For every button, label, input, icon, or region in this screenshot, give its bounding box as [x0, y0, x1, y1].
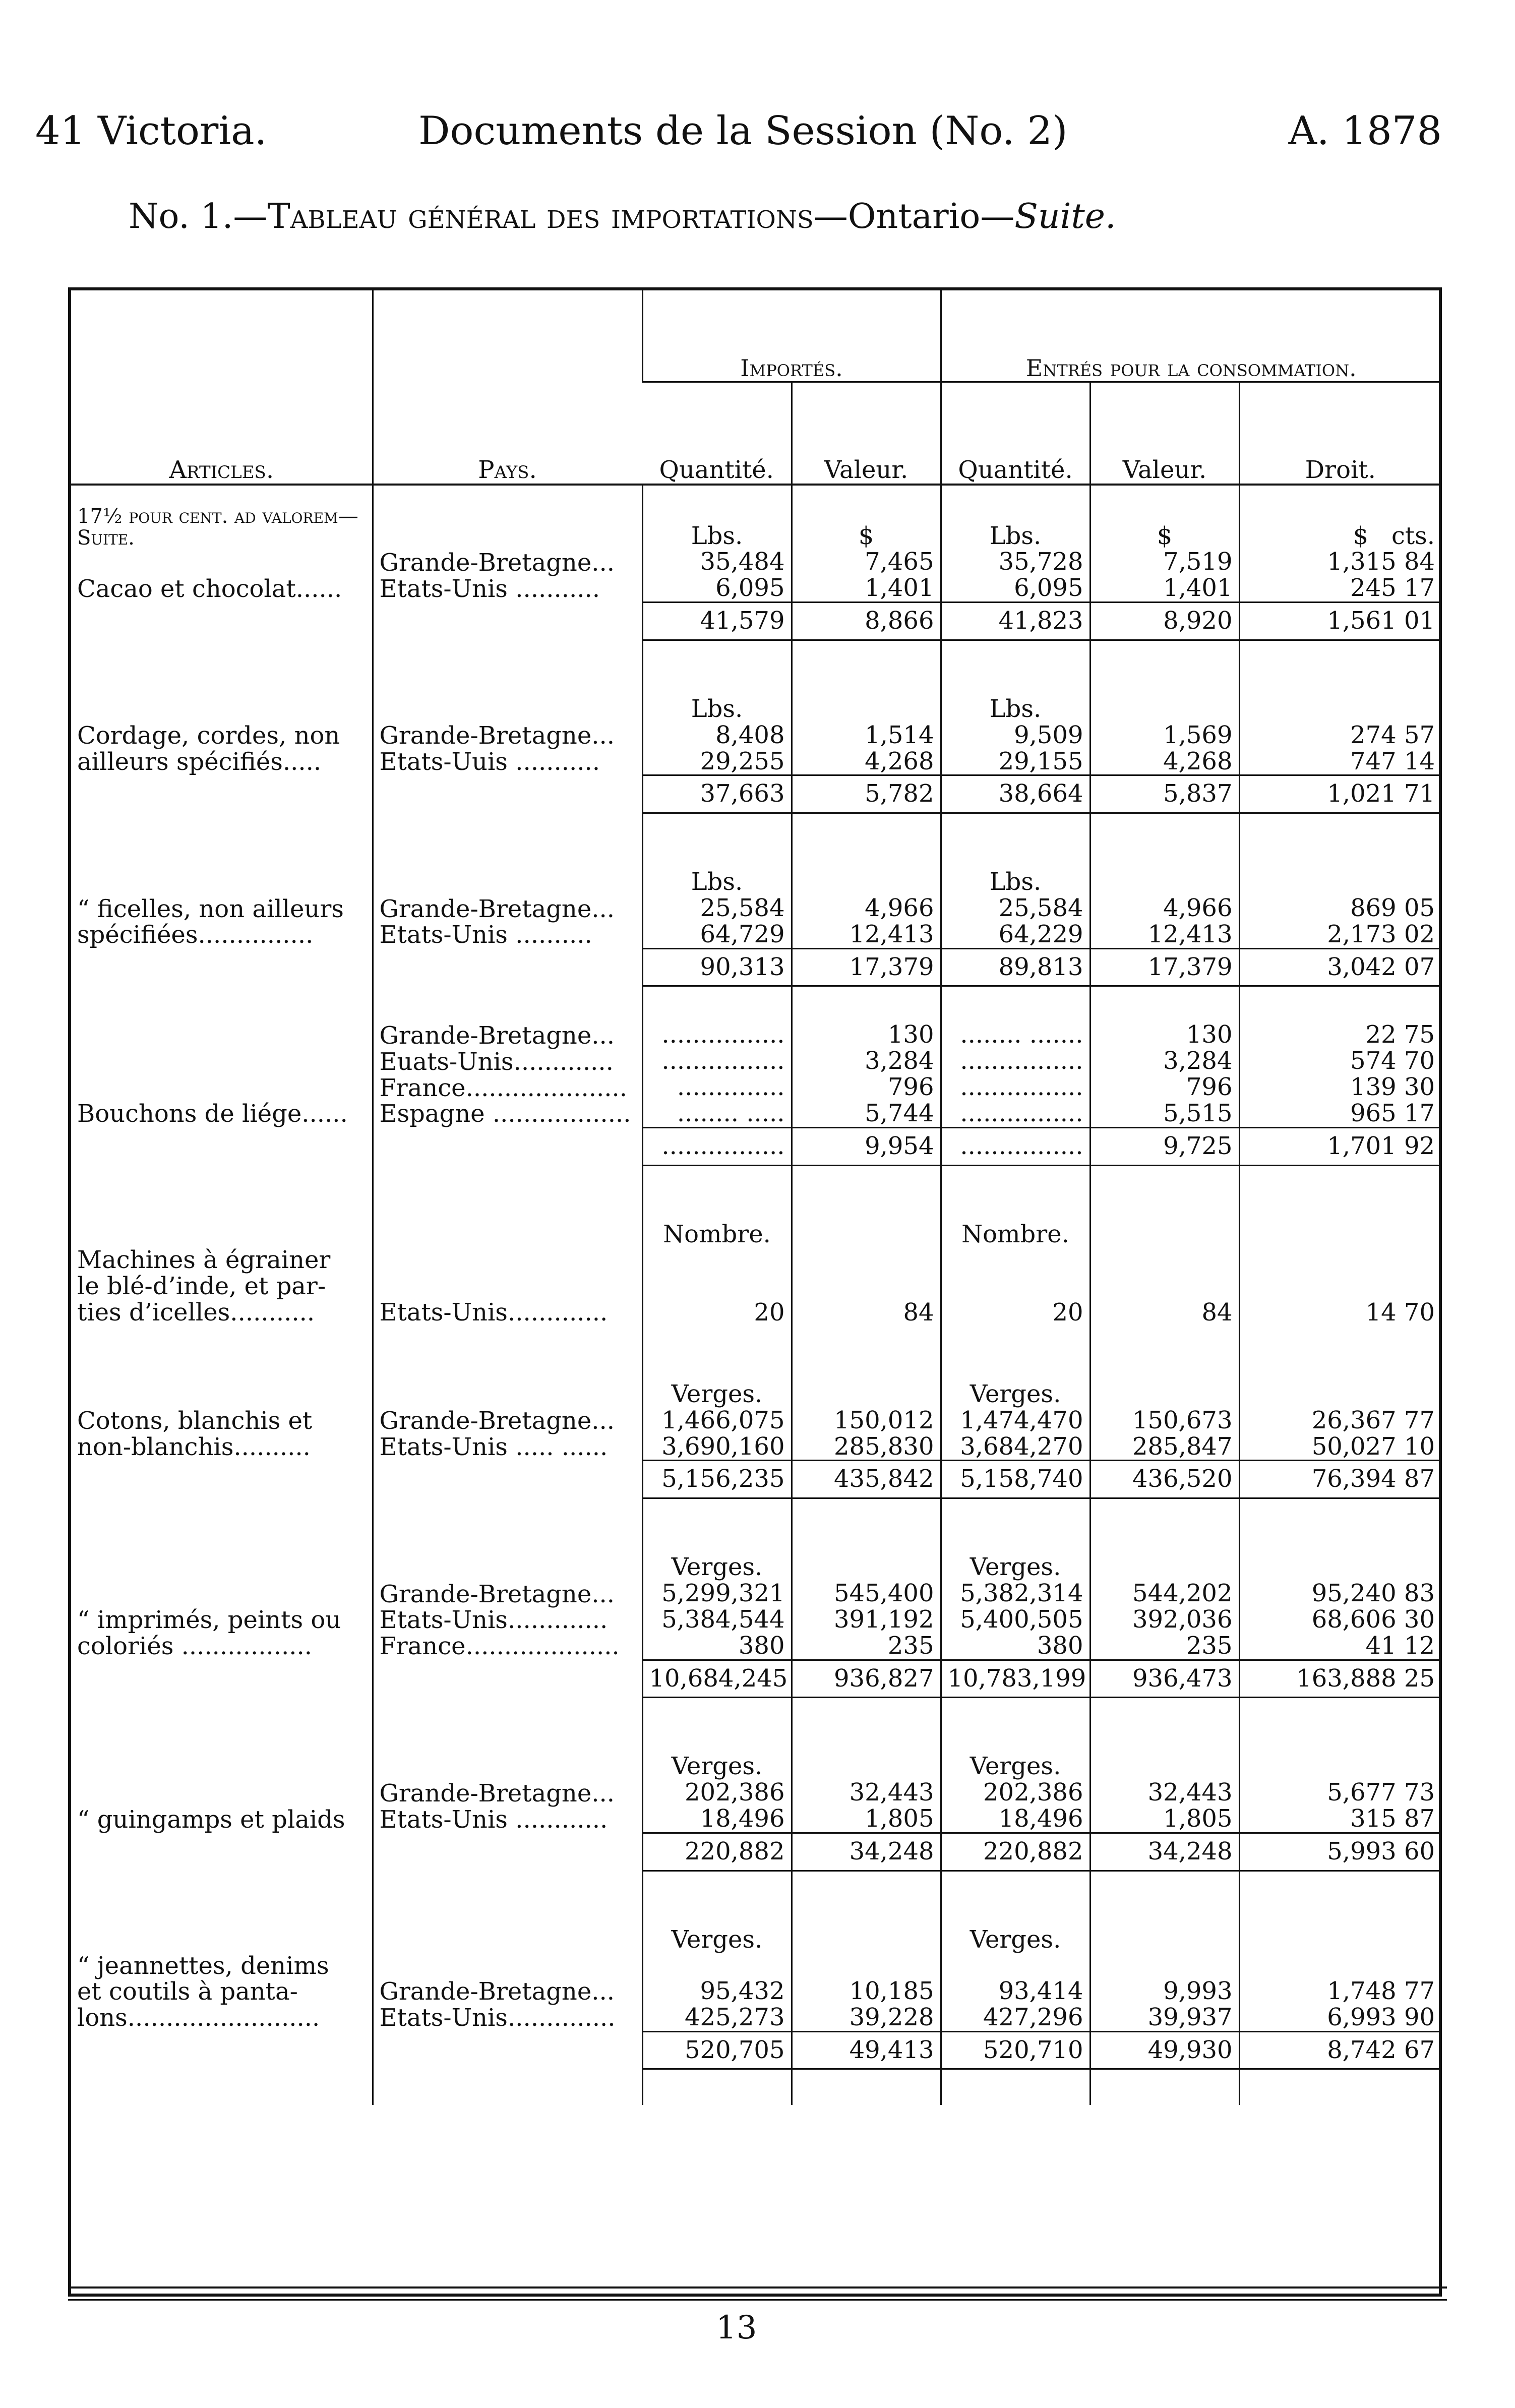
total-cell-d: 1,561 01 — [1239, 603, 1441, 640]
blank-cell — [792, 1698, 941, 1734]
total-cell-cv: 49,930 — [1090, 2031, 1239, 2069]
unit-label: Verges. — [941, 1907, 1090, 1953]
total-cell-d: 1,701 92 — [1239, 1127, 1441, 1165]
total-cell-iv: 9,954 — [792, 1127, 941, 1165]
total-cell-iv: 17,379 — [792, 948, 941, 986]
blank-cell — [373, 640, 642, 676]
blank-cell — [71, 1326, 373, 1361]
value-cell-iq: 20 — [642, 1247, 792, 1326]
blank-cell — [71, 1871, 373, 1907]
unit-label: Lbs. — [642, 849, 792, 895]
value-cell-cq: 25,584 64,229 — [941, 895, 1090, 948]
title-prefix: No. 1.— — [129, 197, 268, 236]
pays-cell: Grande-Bretagne... Etats-Unis ............ — [373, 1780, 642, 1833]
value-cell-iq: ................ ................ .............. ........ ..... — [642, 1022, 792, 1127]
col-header-valeur-2: Valeur. — [1090, 382, 1239, 485]
value-cell-d: 95,240 83 68,606 30 41 12 — [1239, 1581, 1441, 1660]
blank-cell — [71, 1907, 373, 1953]
unit-cell: Lbs. — [642, 485, 792, 549]
unit-cell: Lbs. — [941, 485, 1090, 549]
pays-cell: Grande-Bretagne... Etats-Unis ..... ...... — [373, 1408, 642, 1461]
unit-label: Nombre. — [642, 1201, 792, 1248]
blank-cell — [71, 1733, 373, 1780]
total-row — [71, 603, 1441, 640]
blank-cell — [792, 1871, 941, 1907]
spacer-row — [71, 640, 1441, 676]
blank-cell — [71, 1698, 373, 1734]
table-row — [71, 1780, 1441, 1833]
page-number: 13 — [716, 2309, 757, 2346]
blank-cell — [373, 1534, 642, 1581]
blank-cell — [373, 813, 642, 850]
blank-cell — [373, 1833, 642, 1871]
value-cell-iv: 545,400 391,192 235 — [792, 1581, 941, 1660]
blank-cell — [792, 2069, 941, 2105]
col-header-droit: Droit. — [1239, 382, 1441, 485]
blank-cell — [1239, 849, 1441, 895]
blank-cell — [1239, 813, 1441, 850]
blank-cell — [373, 1361, 642, 1408]
value-cell-cq: 5,382,314 5,400,505 380 — [941, 1581, 1090, 1660]
article-cell: “ jeannettes, denims et coutils à panta- lons......................... — [77, 1951, 329, 2032]
value-cell-cq: 9,509 29,155 — [941, 723, 1090, 775]
table-frame-bottom-rule — [68, 2286, 1447, 2301]
blank-cell — [373, 1871, 642, 1907]
blank-cell — [373, 775, 642, 813]
spacer-row — [71, 1498, 1441, 1535]
blank-cell — [373, 1201, 642, 1248]
blank-cell — [1090, 640, 1239, 676]
unit-cell: $ cts. — [1239, 485, 1441, 549]
blank-cell — [1090, 1498, 1239, 1535]
title-main: Tableau général des importations — [267, 197, 814, 236]
blank-cell — [373, 1660, 642, 1698]
table-row — [71, 895, 1441, 948]
total-cell-cv: 8,920 — [1090, 603, 1239, 640]
blank-cell — [642, 986, 792, 1022]
blank-cell — [71, 1201, 373, 1248]
table-row — [71, 1408, 1441, 1461]
pays-cell: Grande-Bretagne... Etats-Unis .......... — [373, 895, 642, 948]
blank-cell — [1090, 1361, 1239, 1408]
blank-cell — [71, 1361, 373, 1408]
blank-cell — [373, 676, 642, 723]
total-cell-d: 1,021 71 — [1239, 775, 1441, 813]
blank-cell — [71, 676, 373, 723]
blank-cell — [792, 1201, 941, 1248]
total-cell-iq: 37,663 — [642, 775, 792, 813]
blank-cell — [1090, 1165, 1239, 1201]
article-cell: Cacao et chocolat...... — [77, 574, 342, 603]
blank-cell — [1239, 1733, 1441, 1780]
blank-cell — [71, 1498, 373, 1535]
blank-cell — [1239, 1498, 1441, 1535]
unit-row — [71, 676, 1441, 723]
blank-cell — [71, 1461, 373, 1498]
total-cell-cq: ................ — [941, 1127, 1090, 1165]
blank-cell — [71, 1534, 373, 1581]
total-row — [71, 775, 1441, 813]
value-cell-iv: 4,966 12,413 — [792, 895, 941, 948]
total-cell-iv: 936,827 — [792, 1660, 941, 1698]
blank-cell — [1239, 1361, 1441, 1408]
total-cell-iq: 41,579 — [642, 603, 792, 640]
total-cell-cv: 34,248 — [1090, 1833, 1239, 1871]
total-cell-cq: 5,158,740 — [941, 1461, 1090, 1498]
total-cell-iv: 435,842 — [792, 1461, 941, 1498]
unit-row — [71, 1907, 1441, 1953]
value-cell-iv: 32,443 1,805 — [792, 1780, 941, 1833]
total-cell-cv: 5,837 — [1090, 775, 1239, 813]
total-cell-iv: 8,866 — [792, 603, 941, 640]
pays-cell: Grande-Bretagne... Etats-Uuis ........... — [373, 723, 642, 775]
blank-cell — [1090, 1907, 1239, 1953]
unit-label: Verges. — [642, 1361, 792, 1408]
blank-cell — [941, 1698, 1090, 1734]
value-cell-cv: 544,202 392,036 235 — [1090, 1581, 1239, 1660]
blank-cell — [792, 1534, 941, 1581]
blank-cell — [642, 1698, 792, 1734]
blank-cell — [941, 1498, 1090, 1535]
value-cell-iq: 8,408 29,255 — [642, 723, 792, 775]
value-cell-iv: 10,185 39,228 — [792, 1953, 941, 2031]
unit-label: Lbs. — [941, 676, 1090, 723]
blank-cell — [1090, 1698, 1239, 1734]
value-cell-cq: ........ ....... ................ ................ ................ — [941, 1022, 1090, 1127]
blank-cell — [642, 813, 792, 850]
total-cell-iq: 5,156,235 — [642, 1461, 792, 1498]
blank-cell — [373, 948, 642, 986]
total-cell-cv: 9,725 — [1090, 1127, 1239, 1165]
imports-table — [71, 290, 1441, 2105]
section-label: 17½ pour cent. ad valorem—Suite. — [77, 505, 358, 550]
total-cell-iq: ................ — [642, 1127, 792, 1165]
article-cell: Cordage, cordes, non ailleurs spécifiés..... — [77, 721, 340, 776]
blank-cell — [642, 1871, 792, 1907]
unit-cell: $ — [1090, 485, 1239, 549]
blank-cell — [792, 1907, 941, 1953]
unit-cell: $ — [792, 485, 941, 549]
blank-cell — [1239, 1871, 1441, 1907]
blank-cell — [71, 603, 373, 640]
value-cell-cq: 20 — [941, 1247, 1090, 1326]
unit-label: Verges. — [941, 1361, 1090, 1408]
unit-row — [71, 1361, 1441, 1408]
blank-cell — [1090, 1871, 1239, 1907]
pays-cell: Grande-Bretagne... Etats-Unis............. France.................... — [373, 1581, 642, 1660]
unit-label: Nombre. — [941, 1201, 1090, 1248]
blank-cell — [792, 1733, 941, 1780]
total-row — [71, 1660, 1441, 1698]
spacer-row — [71, 1698, 1441, 1734]
total-cell-cq: 38,664 — [941, 775, 1090, 813]
unit-label: Lbs. — [941, 849, 1090, 895]
blank-cell — [1239, 1201, 1441, 1248]
title-italic: Suite. — [1014, 197, 1116, 236]
value-cell-d: 274 57 747 14 — [1239, 723, 1441, 775]
table-row — [71, 1022, 1441, 1127]
total-cell-cv: 17,379 — [1090, 948, 1239, 986]
blank-cell — [373, 1498, 642, 1535]
blank-cell — [1090, 1201, 1239, 1248]
blank-cell — [71, 813, 373, 850]
blank-cell — [792, 849, 941, 895]
blank-cell — [373, 2031, 642, 2069]
blank-cell — [1239, 676, 1441, 723]
value-cell-iq: 95,432 425,273 — [642, 1953, 792, 2031]
blank-cell — [1239, 1698, 1441, 1734]
table-row — [71, 549, 1441, 602]
header-left: 41 Victoria. — [35, 108, 267, 154]
title-suffix: —Ontario— — [813, 197, 1015, 236]
blank-cell — [71, 2031, 373, 2069]
unit-label: Lbs. — [642, 676, 792, 723]
pays-cell: Grande-Bretagne... Etats-Unis.............. — [373, 1953, 642, 2031]
value-cell-cv: 9,993 39,937 — [1090, 1953, 1239, 2031]
value-cell-cq: 35,728 6,095 — [941, 549, 1090, 602]
value-cell-cq: 93,414 427,296 — [941, 1953, 1090, 2031]
value-cell-d: 22 75 574 70 139 30 965 17 — [1239, 1022, 1441, 1127]
total-cell-cq: 520,710 — [941, 2031, 1090, 2069]
pays-cell: Grande-Bretagne... Euats-Unis............. France..................... Espagne .................. — [373, 1022, 642, 1127]
blank-cell — [1090, 1326, 1239, 1361]
blank-cell — [373, 849, 642, 895]
blank-cell — [941, 1326, 1090, 1361]
total-row — [71, 948, 1441, 986]
pays-cell: Etats-Unis............. — [373, 1247, 642, 1326]
blank-cell — [642, 2069, 792, 2105]
blank-cell — [71, 2069, 373, 2105]
blank-cell — [71, 986, 373, 1022]
total-cell-iv: 49,413 — [792, 2031, 941, 2069]
total-cell-iv: 34,248 — [792, 1833, 941, 1871]
blank-cell — [1239, 1165, 1441, 1201]
total-cell-cv: 936,473 — [1090, 1660, 1239, 1698]
article-cell: Machines à égrainer le blé-d’inde, et par- ties d’icelles........... — [77, 1246, 331, 1327]
unit-label: Verges. — [642, 1907, 792, 1953]
blank-cell — [792, 986, 941, 1022]
col-group-imported: Importés. — [642, 290, 941, 382]
total-row — [71, 1833, 1441, 1871]
blank-cell — [1090, 1534, 1239, 1581]
article-cell: Cotons, blanchis et non-blanchis.......... — [77, 1407, 313, 1462]
value-cell-iq: 35,484 6,095 — [642, 549, 792, 602]
header-center: Documents de la Session (No. 2) — [418, 108, 1068, 154]
blank-cell — [1239, 2069, 1441, 2105]
total-row — [71, 1461, 1441, 1498]
article-cell: Bouchons de liége...... — [77, 1100, 348, 1128]
total-cell-cq: 10,783,199 — [941, 1660, 1090, 1698]
table-row — [71, 1953, 1441, 2031]
blank-cell — [373, 1698, 642, 1734]
value-cell-cv: 130 3,284 796 5,515 — [1090, 1022, 1239, 1127]
blank-cell — [71, 1833, 373, 1871]
blank-cell — [373, 1165, 642, 1201]
total-cell-d: 76,394 87 — [1239, 1461, 1441, 1498]
unit-row — [71, 849, 1441, 895]
value-cell-iq: 5,299,321 5,384,544 380 — [642, 1581, 792, 1660]
value-cell-iq: 202,386 18,496 — [642, 1780, 792, 1833]
value-cell-iq: 1,466,075 3,690,160 — [642, 1408, 792, 1461]
blank-cell — [71, 849, 373, 895]
spacer-row — [71, 1326, 1441, 1361]
blank-cell — [373, 2069, 642, 2105]
blank-cell — [373, 1326, 642, 1361]
article-cell: “ ficelles, non ailleurs spécifiées............... — [77, 894, 344, 949]
blank-cell — [642, 1498, 792, 1535]
blank-cell — [373, 986, 642, 1022]
unit-label: Verges. — [941, 1534, 1090, 1581]
blank-cell — [373, 603, 642, 640]
blank-cell — [941, 813, 1090, 850]
blank-cell — [1239, 1534, 1441, 1581]
value-cell-iq: 25,584 64,729 — [642, 895, 792, 948]
value-cell-cv: 1,569 4,268 — [1090, 723, 1239, 775]
total-cell-d: 163,888 25 — [1239, 1660, 1441, 1698]
value-cell-d: 869 05 2,173 02 — [1239, 895, 1441, 948]
blank-cell — [1090, 986, 1239, 1022]
spacer-row — [71, 2069, 1441, 2105]
value-cell-iv: 1,514 4,268 — [792, 723, 941, 775]
running-header — [35, 108, 1442, 164]
blank-cell — [642, 1165, 792, 1201]
blank-cell — [1239, 1326, 1441, 1361]
value-cell-cv: 150,673 285,847 — [1090, 1408, 1239, 1461]
pays-cell: Grande-Bretagne... Etats-Unis ........... — [373, 549, 642, 602]
col-header-quantite: Quantité. — [642, 382, 792, 485]
blank-cell — [373, 1733, 642, 1780]
blank-cell — [792, 676, 941, 723]
blank-cell — [941, 1165, 1090, 1201]
total-cell-d: 3,042 07 — [1239, 948, 1441, 986]
value-cell-cv: 7,519 1,401 — [1090, 549, 1239, 602]
total-cell-iq: 90,313 — [642, 948, 792, 986]
col-group-consumption: Entrés pour la consommation. — [941, 290, 1441, 382]
blank-cell — [941, 986, 1090, 1022]
table-row — [71, 723, 1441, 775]
unit-label: Verges. — [941, 1733, 1090, 1780]
blank-cell — [1239, 986, 1441, 1022]
blank-cell — [373, 1907, 642, 1953]
blank-cell — [792, 1361, 941, 1408]
spacer-row — [71, 1871, 1441, 1907]
blank-cell — [1090, 1733, 1239, 1780]
value-cell-d: 1,315 84 245 17 — [1239, 549, 1441, 602]
total-cell-cq: 41,823 — [941, 603, 1090, 640]
blank-cell — [792, 1498, 941, 1535]
table-title — [129, 197, 1116, 236]
blank-cell — [1239, 640, 1441, 676]
blank-cell — [642, 1326, 792, 1361]
table-row — [71, 1581, 1441, 1660]
article-cell: “ imprimés, peints ou coloriés ................. — [77, 1606, 341, 1661]
total-cell-iv: 5,782 — [792, 775, 941, 813]
total-cell-d: 5,993 60 — [1239, 1833, 1441, 1871]
value-cell-cv: 4,966 12,413 — [1090, 895, 1239, 948]
blank-cell — [1090, 849, 1239, 895]
blank-cell — [1090, 813, 1239, 850]
blank-cell — [71, 775, 373, 813]
col-header-pays: Pays. — [373, 290, 642, 485]
blank-cell — [71, 1660, 373, 1698]
blank-cell — [792, 1165, 941, 1201]
unit-label: Verges. — [642, 1534, 792, 1581]
blank-cell — [792, 813, 941, 850]
col-header-quantite-2: Quantité. — [941, 382, 1090, 485]
value-cell-d: 14 70 — [1239, 1247, 1441, 1326]
value-cell-iv: 84 — [792, 1247, 941, 1326]
spacer-row — [71, 986, 1441, 1022]
blank-cell — [642, 640, 792, 676]
blank-cell — [1239, 1907, 1441, 1953]
value-cell-iv: 150,012 285,830 — [792, 1408, 941, 1461]
value-cell-cq: 1,474,470 3,684,270 — [941, 1408, 1090, 1461]
value-cell-d: 5,677 73 315 87 — [1239, 1780, 1441, 1833]
blank-cell — [792, 1326, 941, 1361]
total-cell-iq: 520,705 — [642, 2031, 792, 2069]
blank-cell — [71, 1165, 373, 1201]
spacer-row — [71, 813, 1441, 850]
total-cell-iq: 220,882 — [642, 1833, 792, 1871]
value-cell-iv: 130 3,284 796 5,744 — [792, 1022, 941, 1127]
blank-cell — [71, 1127, 373, 1165]
blank-cell — [941, 1871, 1090, 1907]
blank-cell — [373, 1461, 642, 1498]
total-cell-d: 8,742 67 — [1239, 2031, 1441, 2069]
section-pays-cell — [373, 485, 642, 549]
article-cell: “ guingamps et plaids — [77, 1805, 345, 1834]
value-cell-cv: 84 — [1090, 1247, 1239, 1326]
blank-cell — [1090, 676, 1239, 723]
spacer-row — [71, 1165, 1441, 1201]
blank-cell — [373, 1127, 642, 1165]
blank-cell — [941, 2069, 1090, 2105]
blank-cell — [941, 640, 1090, 676]
col-header-articles: Articles. — [71, 290, 373, 485]
value-cell-d: 1,748 77 6,993 90 — [1239, 1953, 1441, 2031]
blank-cell — [1090, 2069, 1239, 2105]
unit-row — [71, 1201, 1441, 1248]
header-right: A. 1878 — [1288, 108, 1442, 154]
total-row — [71, 2031, 1441, 2069]
total-cell-cv: 436,520 — [1090, 1461, 1239, 1498]
value-cell-cv: 32,443 1,805 — [1090, 1780, 1239, 1833]
unit-row — [71, 1534, 1441, 1581]
value-cell-d: 26,367 77 50,027 10 — [1239, 1408, 1441, 1461]
total-cell-cq: 220,882 — [941, 1833, 1090, 1871]
total-cell-cq: 89,813 — [941, 948, 1090, 986]
total-cell-iq: 10,684,245 — [642, 1660, 792, 1698]
blank-cell — [792, 640, 941, 676]
unit-label: Verges. — [642, 1733, 792, 1780]
col-header-valeur: Valeur. — [792, 382, 941, 485]
value-cell-iv: 7,465 1,401 — [792, 549, 941, 602]
blank-cell — [71, 948, 373, 986]
unit-row — [71, 1733, 1441, 1780]
value-cell-cq: 202,386 18,496 — [941, 1780, 1090, 1833]
section-row — [71, 485, 1441, 549]
total-row — [71, 1127, 1441, 1165]
blank-cell — [71, 640, 373, 676]
table-row — [71, 1247, 1441, 1326]
